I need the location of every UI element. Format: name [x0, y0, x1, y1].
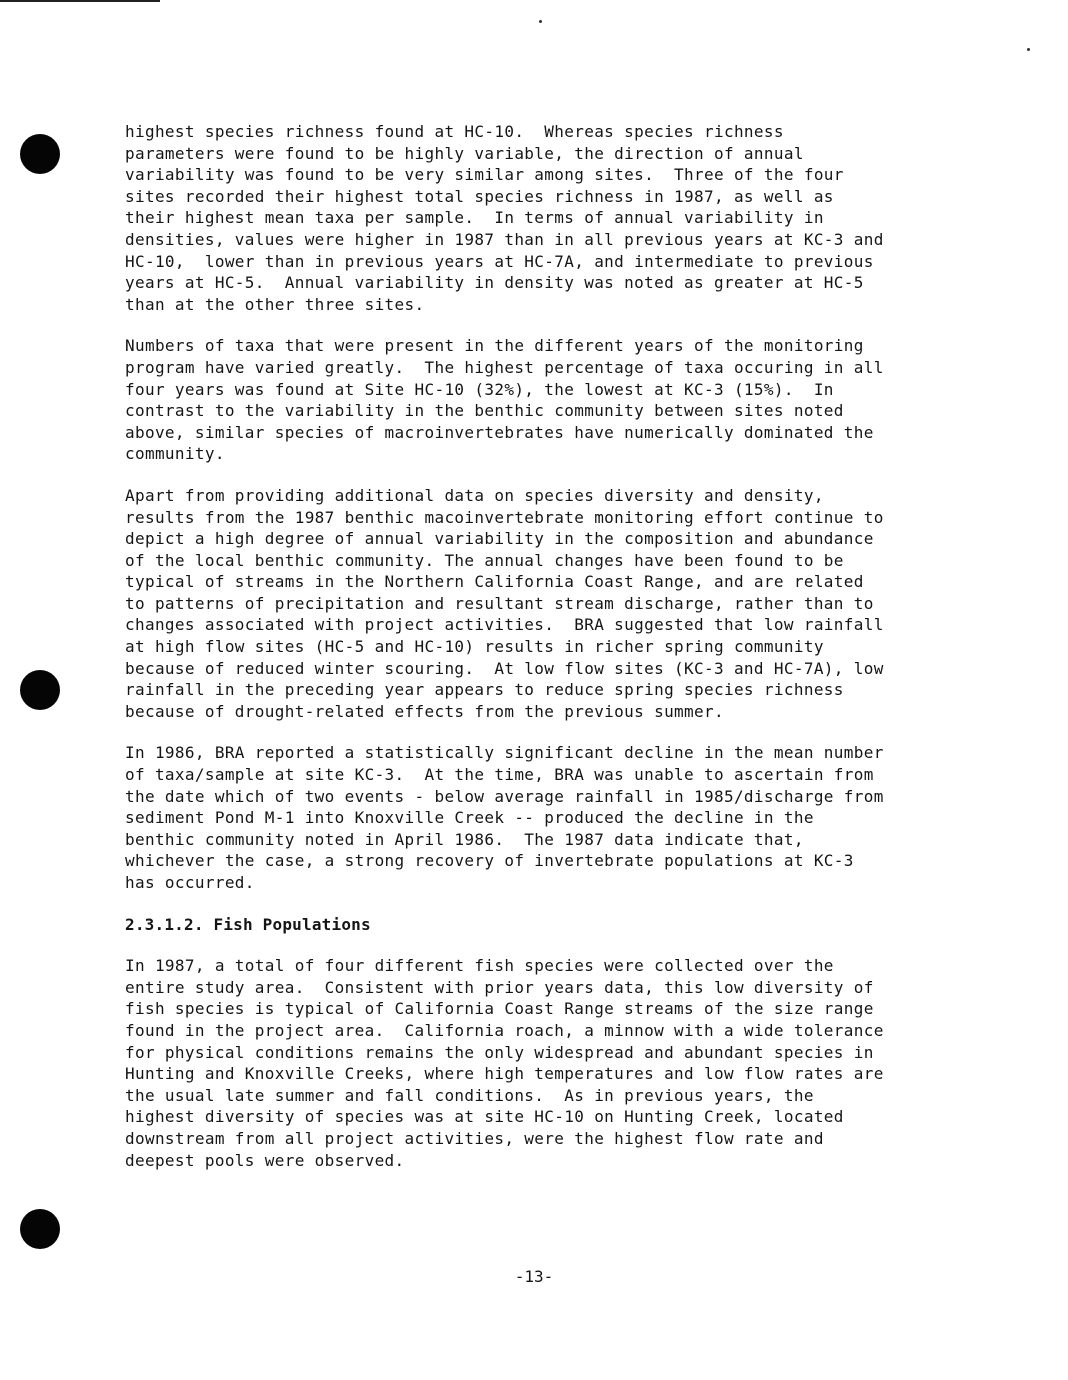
scan-speck [1027, 48, 1030, 51]
punch-hole-top [20, 134, 60, 174]
paragraph-species-richness: highest species richness found at HC-10. Whereas species richness parameters were found to be highly variable, the direction of annual variability was found to be very similar among sites. Three of the four sites recorded their highest total species richness in 1987, as well as their highest mean taxa per sample. In terms of annual variability in densities, values were higher in 1987 than in all previous years at KC-3 and HC-10, lower than in previous years at HC-7A, and intermediate to previous years at HC-5. Annual variability in density was noted as greater at HC-5 than at the other three sites. [125, 122, 884, 314]
paragraph-taxa-numbers: Numbers of taxa that were present in the different years of the monitoring program have varied greatly. The highest percentage of taxa occuring in all four years was found at Site HC-10 (32%), the lowest at KC-3 (15%). In contrast to the variability in the benthic community between sites noted above, similar species of macroinvertebrates have numerically dominated the community. [125, 336, 884, 464]
punch-hole-middle [20, 670, 60, 710]
paragraph-fish-populations: In 1987, a total of four different fish species were collected over the entire study area. Consistent with prior years data, this low diversity of fish species is typical of California Coast Range streams of the size range found in the project area. California roach, a minnow with a wide tolerance for physical conditions remains the only widespread and abundant species in Hunting and Knoxville Creeks, where high temperatures and low flow rates are the usual late summer and fall conditions. As in previous years, the highest diversity of species was at site HC-10 on Hunting Creek, located downstream from all project activities, were the highest flow rate and deepest pools were observed. [125, 956, 884, 1170]
paragraph-1986-decline: In 1986, BRA reported a statistically significant decline in the mean number of taxa/sample at site KC-3. At the time, BRA was unable to ascertain from the date which of two events - below average rainfall in 1985/discharge from sediment Pond M-1 into Knoxville Creek -- produced the decline in the benthic community noted in April 1986. The 1987 data indicate that, whichever the case, a strong recovery of invertebrate populations at KC-3 has occurred. [125, 743, 884, 892]
punch-hole-bottom [20, 1209, 60, 1249]
section-heading-fish-populations: 2.3.1.2. Fish Populations [125, 914, 371, 934]
paragraph-annual-variability: Apart from providing additional data on species diversity and density, results from the 1987 benthic macoinvertebrate monitoring effort continue to depict a high degree of annual variability in the composition and abundance of the local benthic community. The annual changes have been found to be typical of streams in the Northern California Coast Range, and are related to patterns of precipitation and resultant stream discharge, rather than to changes associated with project activities. BRA suggested that low rainfall at high flow sites (HC-5 and HC-10) results in richer spring community because of reduced winter scouring. At low flow sites (KC-3 and HC-7A), low rainfall in the preceding year appears to reduce spring species richness because of drought-related effects from the previous summer. [125, 485, 884, 721]
body-text [125, 121, 955, 1171]
page-number: -13- [514, 1267, 554, 1286]
scan-speck [539, 20, 542, 23]
top-edge-rule [0, 0, 160, 2]
